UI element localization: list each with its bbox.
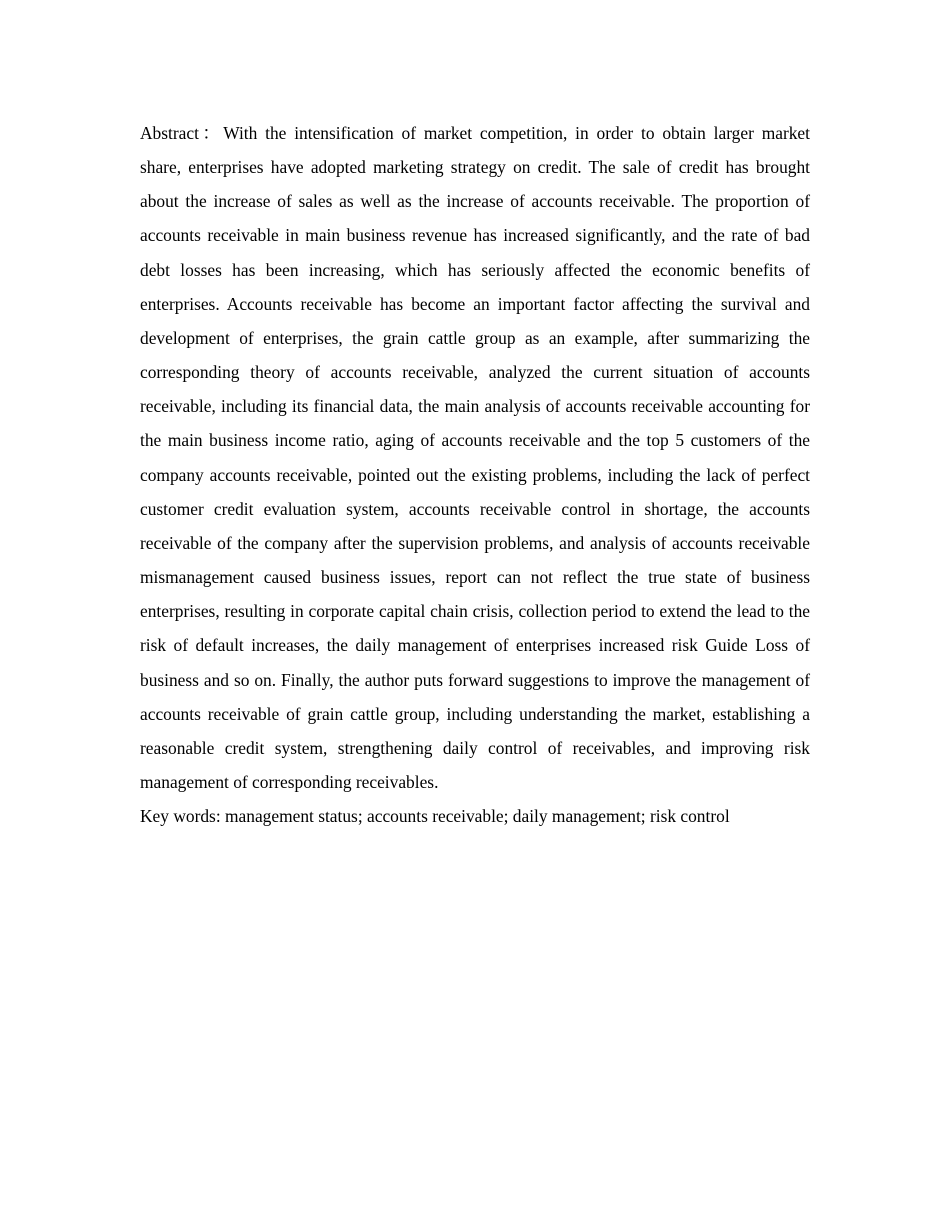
- keywords-line: [140, 799, 810, 833]
- abstract-paragraph: [140, 116, 810, 799]
- abstract-label: Abstract：: [140, 123, 224, 143]
- keywords-label: Key words:: [140, 806, 226, 827]
- keywords-text: management status; accounts receivable; daily management; risk control: [225, 806, 730, 827]
- abstract-section: [140, 116, 810, 833]
- abstract-text: With the intensification of market competition, in order to obtain larger market share, enterprises have adopted marketing strategy on credit. The sale of credit has brought about the increase of sales as well as the increase of accounts receivable. The proportion of accounts receivable in main business revenue has increased significantly, and the rate of bad debt losses has been increasing, which has seriously affected the economic benefits of enterprises. Accounts receivable has become an important factor affecting the survival and development of enterprises, the grain cattle group as an example, after summarizing the corresponding theory of accounts receivable, analyzed the current situation of accounts receivable, including its financial data, the main analysis of accounts receivable accounting for the main business income ratio, aging of accounts receivable and the top 5 customers of the company accounts receivable, pointed out the existing problems, including the lack of perfect customer credit evaluation system, accounts receivable control in shortage, the accounts receivable of the company after the supervision problems, and analysis of accounts receivable mismanagement caused business issues, report can not reflect the true state of business enterprises, resulting in corporate capital chain crisis, collection period to extend the lead to the risk of default increases, the daily management of enterprises increased risk Guide Loss of business and so on. Finally, the author puts forward suggestions to improve the management of accounts receivable of grain cattle group, including understanding the market, establishing a reasonable credit system, strengthening daily control of receivables, and improving risk management of corresponding receivables.: [140, 123, 810, 792]
